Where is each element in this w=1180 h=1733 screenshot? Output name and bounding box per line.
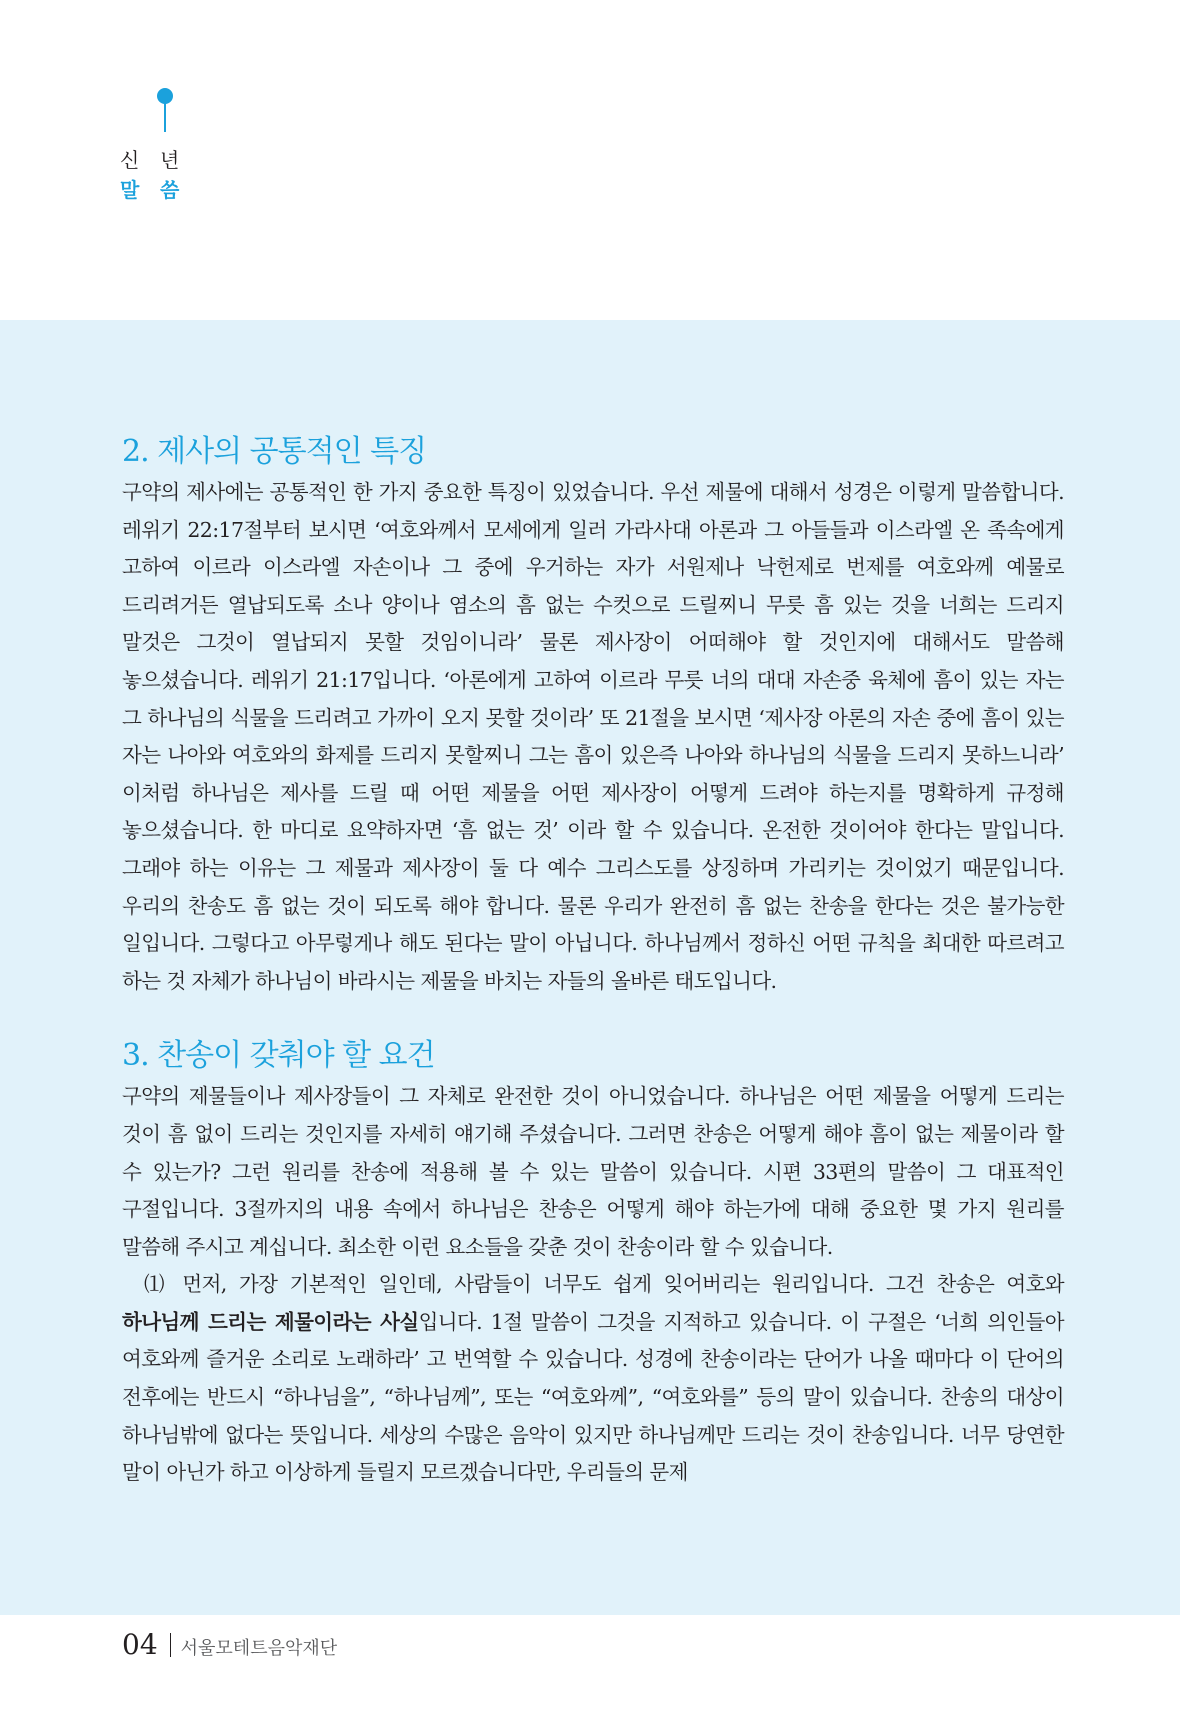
emphasis-text: 하나님께 드리는 제물이라는 사실 xyxy=(122,1309,419,1334)
tag-char: 신 xyxy=(120,148,140,172)
tag-line-1 xyxy=(120,144,200,173)
footer-divider xyxy=(170,1633,171,1657)
section-heading-2: 2. 제사의 공통적인 특징 xyxy=(122,434,427,469)
section-paragraph-2: 구약의 제사에는 공통적인 한 가지 중요한 특징이 있었습니다. 우선 제물에 대해서 성경은 이렇게 말씀합니다. 레위기 22:17절부터 보시면 ‘여호와께서 모세에게 일러 가라사대 아론과 그 아들들과 이스라엘 온 족속에게 고하여 이르라 이스라엘 자손이나 그 중에 우거하는 자가 서원제나 낙헌제로 번제를 여호와께 예물로 드리려거든 열납되도록 소나 양이나 염소의 흠 없는 수컷으로 드릴찌니 무릇 흠 있는 것을 너희는 드리지 말것은 그것이 열납되지 못할 것임이니라’ 물론 제사장이 어떠해야 할 것인지에 대해서도 말씀해 놓으셨습니다. 레위기 21:17입니다. ‘아론에게 고하여 이르라 무릇 너의 대대 자손중 육체에 흠이 있는 자는 그 하나님의 식물을 드리려고 가까이 오지 못할 것이라’ 또 21절을 보시면 ‘제사장 아론의 자손 중에 흠이 있는 자는 나아와 여호와의 화제를 드리지 못할찌니 그는 흠이 있은즉 나아와 하나님의 식물을 드리지 못하느니라’ 이처럼 하나님은 제사를 드릴 때 어떤 제물을 어떤 제사장이 어떻게 드려야 하는지를 명확하게 규정해 놓으셨습니다. 한 마디로 요약하자면 ‘흠 없는 것’ 이라 할 수 있습니다. 온전한 것이어야 한다는 말입니다. 그래야 하는 이유는 그 제물과 제사장이 둘 다 예수 그리스도를 상징하며 가리키는 것이었기 때문입니다. 우리의 찬송도 흠 없는 것이 되도록 해야 합니다. 물론 우리가 완전히 흠 없는 찬송을 한다는 것은 불가능한 일입니다. 그렇다고 아무렇게나 해도 된다는 말이 아닙니다. 하나님께서 정하신 어떤 규칙을 최대한 따르려고 하는 것 자체가 하나님이 바라시는 제물을 바치는 자들의 올바른 태도입니다. xyxy=(122,480,1064,993)
page-footer xyxy=(122,1628,337,1661)
article-body xyxy=(122,430,1064,1492)
section-heading-3: 3. 찬송이 갖춰야 할 요건 xyxy=(122,1038,435,1074)
publisher-name: 서울모테트음악재단 xyxy=(180,1638,338,1659)
section-paragraph-3: 구약의 제물들이나 제사장들이 그 자체로 완전한 것이 아니었습니다. 하나님은 어떤 제물을 어떻게 드리는 것이 흠 없이 드리는 것인지를 자세히 얘기해 주셨습니다. 그러면 찬송은 어떻게 해야 흠이 없는 제물이라 할 수 있는가? 그런 원리를 찬송에 적용해 볼 수 있는 말씀이 있습니다. 시편 33편의 말씀이 그 대표적인 구절입니다. 3절까지의 내용 속에서 하나님은 찬송은 어떻게 해야 하는가에 대해 중요한 몇 가지 원리를 말씀해 주시고 계십니다. 최소한 이런 요소들을 갖춘 것이 찬송이라 할 수 있습니다. xyxy=(122,1084,1064,1259)
paragraph-text: ⑴ 먼저, 가장 기본적인 일인데, 사람들이 너무도 쉽게 잊어버리는 원리입니다. 그건 찬송은 여호와 xyxy=(144,1272,1064,1297)
tag-char: 년 xyxy=(160,148,180,172)
paragraph-text: 입니다. 1절 말씀이 그것을 지적하고 있습니다. 이 구절은 ‘너희 의인들아 여호와께 즐거운 소리로 노래하라’ 고 번역할 수 있습니다. 성경에 찬송이라는 단어가 나올 때마다 이 단어의 전후에는 반드시 “하나님을”, “하나님께”, 또는 “여호와께”, “여호와를” 등의 말이 있습니다. 찬송의 대상이 하나님밖에 없다는 뜻입니다. 세상의 수많은 음악이 있지만 하나님께만 드리는 것이 찬송입니다. 너무 당연한 말이 아닌가 하고 이상하게 들릴지 모르겠습니다만, 우리들의 문제 xyxy=(122,1309,1065,1485)
tag-line xyxy=(164,102,166,132)
tag-char: 말 xyxy=(120,178,140,202)
page-number: 04 xyxy=(122,1628,158,1661)
tag-char: 씀 xyxy=(160,178,180,202)
tag-line-2 xyxy=(120,174,200,203)
section-paragraph-3-point-1 xyxy=(122,1266,1064,1492)
